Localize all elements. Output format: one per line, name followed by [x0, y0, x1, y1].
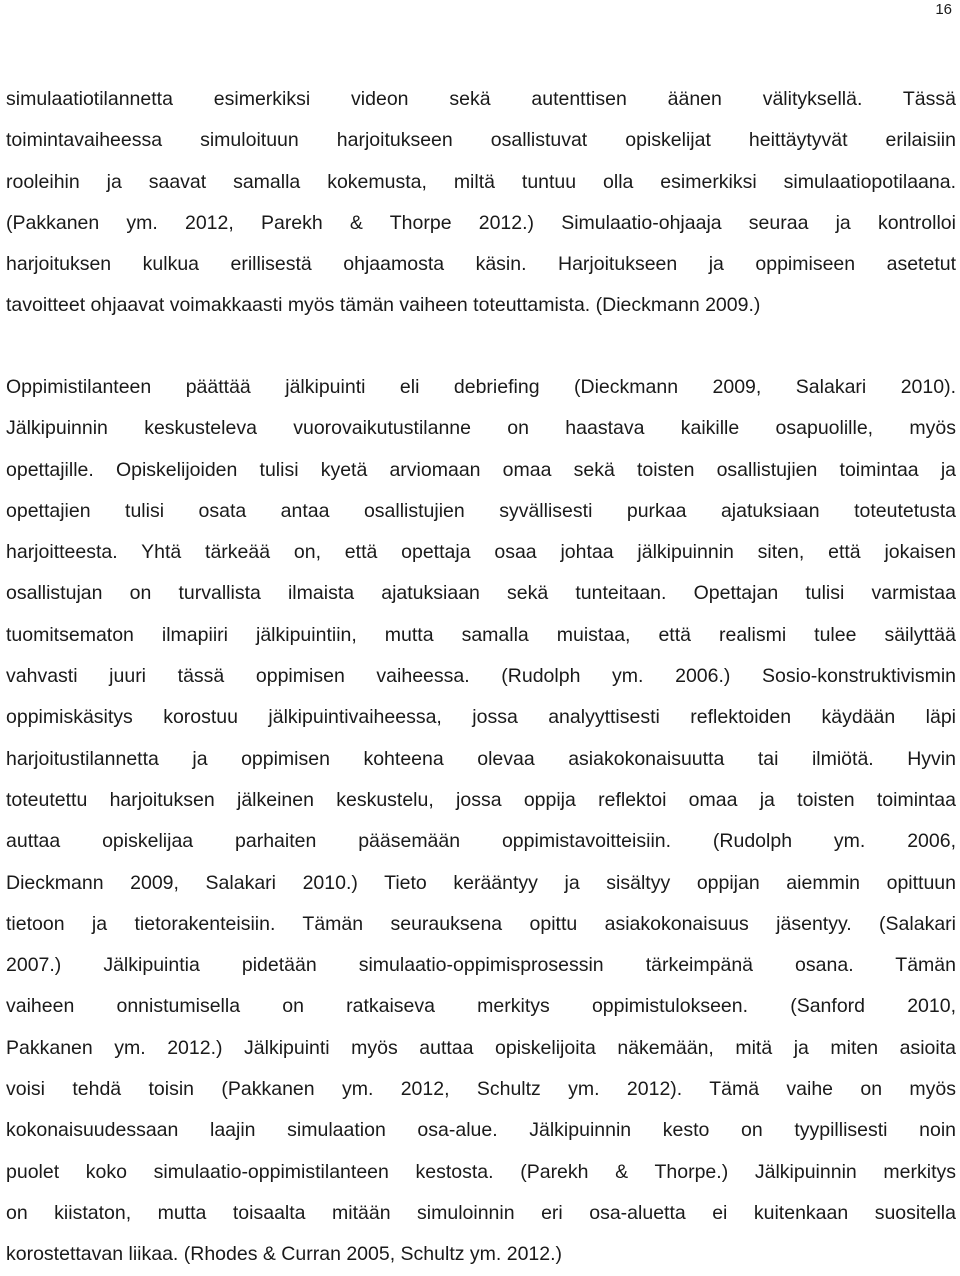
text-line: tietoon ja tietorakenteisiin. Tämän seurauksena opittu asiakokonaisuus jäsentyy. (Salakari — [6, 912, 956, 935]
text-line: Pakkanen ym. 2012.) Jälkipuinti myös auttaa opiskelijoita näkemään, mitä ja miten asioita — [6, 1036, 956, 1059]
text-line: Jälkipuinnin keskusteleva vuorovaikutustilanne on haastava kaikille osapuolille, myös — [6, 417, 956, 440]
text-line: opettajille. Opiskelijoiden tulisi kyetä arviomaan omaa sekä toisten osallistujien toimintaa ja — [6, 458, 956, 481]
text-line: simulaatiotilannetta esimerkiksi videon sekä autenttisen äänen välityksellä. Tässä — [6, 88, 956, 110]
text-line: tavoitteet ohjaavat voimakkaasti myös tämän vaiheen toteuttamista. (Dieckmann 2009.) — [6, 294, 761, 317]
text-line: on kiistaton, mutta toisaalta mitään simuloinnin eri osa-aluetta ei kuitenkaan suositella — [6, 1201, 956, 1224]
page-number: 16 — [935, 1, 952, 18]
text-line: toimintavaiheessa simuloituun harjoitukseen osallistuvat opiskelijat heittäytyvät erilaisiin — [6, 129, 956, 152]
text-line: (Pakkanen ym. 2012, Parekh & Thorpe 2012.) Simulaatio-ohjaaja seuraa ja kontrolloi — [6, 211, 956, 234]
text-line: vaiheen onnistumisella on ratkaiseva merkitys oppimistulokseen. (Sanford 2010, — [6, 995, 956, 1018]
text-line: kokonaisuudessaan laajin simulaation osa-alue. Jälkipuinnin kesto on tyypillisesti noin — [6, 1119, 956, 1142]
text-line: harjoitteesta. Yhtä tärkeää on, että opettaja osaa johtaa jälkipuinnin siten, että jokaisen — [6, 541, 956, 564]
paragraph-1 — [6, 79, 956, 327]
text-line: vahvasti juuri tässä oppimisen vaiheessa. (Rudolph ym. 2006.) Sosio-konstruktivismin — [6, 665, 956, 688]
text-line: osallistujan on turvallista ilmaista ajatuksiaan sekä tunteitaan. Opettajan tulisi varmistaa — [6, 582, 956, 605]
text-line: auttaa opiskelijaa parhaiten pääsemään oppimistavoitteisiin. (Rudolph ym. 2006, — [6, 830, 956, 853]
paragraph-2 — [6, 367, 956, 1276]
text-line: harjoitustilannetta ja oppimisen kohteena olevaa asiakokonaisuutta tai ilmiötä. Hyvin — [6, 747, 956, 770]
text-line: rooleihin ja saavat samalla kokemusta, miltä tuntuu olla esimerkiksi simulaatiopotilaana. — [6, 170, 956, 193]
text-line: toteutettu harjoituksen jälkeinen keskustelu, jossa oppija reflektoi omaa ja toisten toimintaa — [6, 788, 956, 811]
text-line: 2007.) Jälkipuintia pidetään simulaatio-oppimisprosessin tärkeimpänä osana. Tämän — [6, 954, 956, 977]
text-line: voisi tehdä toisin (Pakkanen ym. 2012, Schultz ym. 2012). Tämä vaihe on myös — [6, 1078, 956, 1101]
text-line: korostettavan liikaa. (Rhodes & Curran 2005, Schultz ym. 2012.) — [6, 1243, 563, 1266]
text-line: tuomitsematon ilmapiiri jälkipuintiin, mutta samalla muistaa, että realismi tulee säilyttää — [6, 623, 956, 646]
text-line: puolet koko simulaatio-oppimistilanteen kestosta. (Parekh & Thorpe.) Jälkipuinnin merkitys — [6, 1160, 956, 1183]
text-line: Dieckmann 2009, Salakari 2010.) Tieto kerääntyy ja sisältyy oppijan aiemmin opittuun — [6, 871, 956, 894]
text-line: oppimiskäsitys korostuu jälkipuintivaiheessa, jossa analyyttisesti reflektoiden käydään läpi — [6, 706, 956, 729]
text-line: Oppimistilanteen päättää jälkipuinti eli debriefing (Dieckmann 2009, Salakari 2010). — [6, 376, 956, 398]
text-line: opettajien tulisi osata antaa osallistujien syvällisesti purkaa ajatuksiaan toteutetusta — [6, 499, 956, 522]
text-line: harjoituksen kulkua erillisestä ohjaamosta käsin. Harjoitukseen ja oppimiseen asetetut — [6, 253, 956, 276]
